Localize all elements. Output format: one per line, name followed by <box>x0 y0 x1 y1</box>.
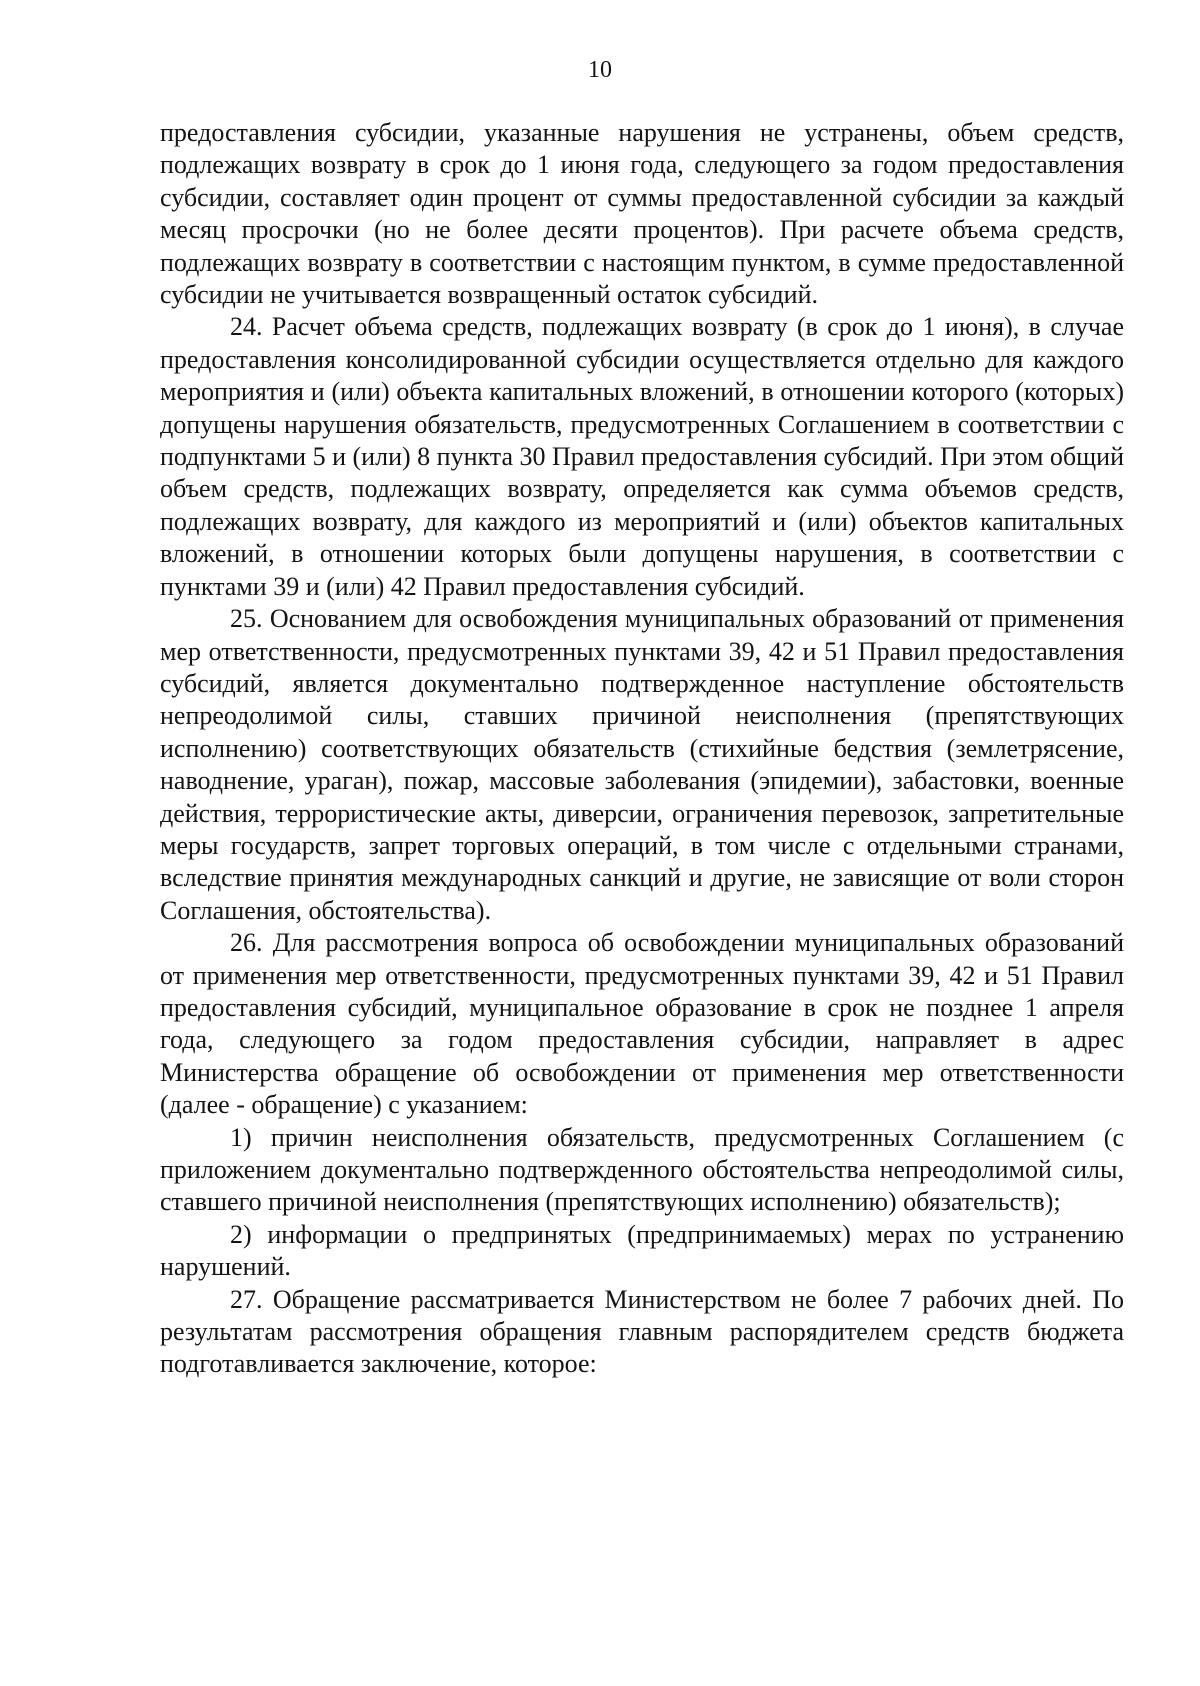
paragraph-continuation: предоставления субсидии, указанные нарушения не устранены, объем средств, подлежащих возврату в срок до 1 июня года, следующего за годом предоставления субсидии, составляет один процент от суммы предоставленной субсидии за каждый месяц просрочки (но не более десяти процентов). При расчете объема средств, подлежащих возврату в соответствии с настоящим пунктом, в сумме предоставленной субсидии не учитывается возвращенный остаток субсидий. <box>160 118 1124 310</box>
paragraph-item-26: 26. Для рассмотрения вопроса об освобождении муниципальных образований от применения мер ответственности, предусмотренных пунктами 39, 42 и 51 Правил предоставления субсидий, муниципальное образование в срок не позднее 1 апреля года, следующего за годом предоставления субсидии, направляет в адрес Министерства обращение об освобождении от применения мер ответственности (далее - обращение) с указанием: <box>160 928 1124 1120</box>
paragraph-subitem-1: 1) причин неисполнения обязательств, предусмотренных Соглашением (с приложением документально подтвержденного обстоятельства непреодолимой силы, ставшего причиной неисполнения (препятствующих исполнению) обязательств); <box>160 1122 1124 1217</box>
paragraph-item-24: 24. Расчет объема средств, подлежащих возврату (в срок до 1 июня), в случае предоставления консолидированной субсидии осуществляется отдельно для каждого мероприятия и (или) объекта капитальных вложений, в отношении которого (которых) допущены нарушения обязательств, предусмотренных Соглашением в соответствии с подпунктами 5 и (или) 8 пункта 30 Правил предоставления субсидий. При этом общий объем средств, подлежащих возврату, определяется как сумма объемов средств, подлежащих возврату, для каждого из мероприятий и (или) объектов капитальных вложений, в отношении которых были допущены нарушения, в соответствии с пунктами 39 и (или) 42 Правил предоставления субсидий. <box>160 312 1124 601</box>
page-number: 10 <box>588 57 612 83</box>
document-body <box>160 117 1124 1381</box>
paragraph-item-25: 25. Основанием для освобождения муниципальных образований от применения мер ответственности, предусмотренных пунктами 39, 42 и 51 Правил предоставления субсидий, является документально подтвержденное наступление обстоятельств непреодолимой силы, ставших причиной неисполнения (препятствующих исполнению) соответствующих обязательств (стихийные бедствия (землетрясение, наводнение, ураган), пожар, массовые заболевания (эпидемии), забастовки, военные действия, террористические акты, диверсии, ограничения перевозок, запретительные меры государств, запрет торговых операций, в том числе с отдельными странами, вследствие принятия международных санкций и другие, не зависящие от воли сторон Соглашения, обстоятельства). <box>160 604 1124 925</box>
paragraph-item-27: 27. Обращение рассматривается Министерством не более 7 рабочих дней. По результатам рассмотрения обращения главным распорядителем средств бюджета подготавливается заключение, которое: <box>160 1284 1124 1379</box>
paragraph-subitem-2: 2) информации о предпринятых (предпринимаемых) мерах по устранению нарушений. <box>160 1219 1124 1282</box>
